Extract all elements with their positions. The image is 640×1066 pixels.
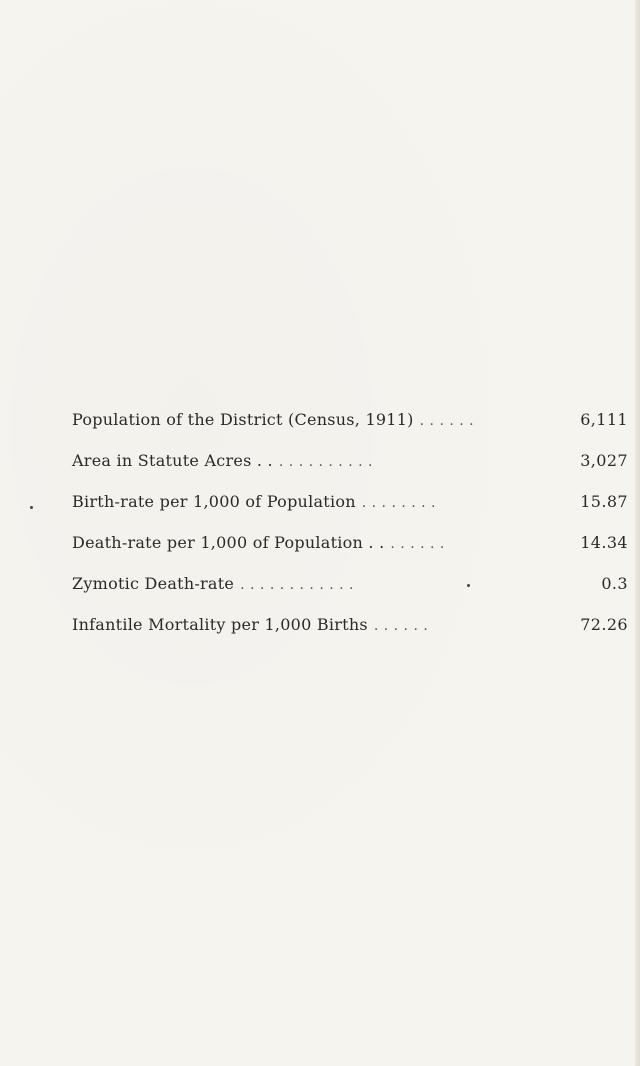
stat-value: 3,027 (580, 451, 628, 470)
stat-label: Area in Statute Acres . . (72, 451, 273, 470)
page-edge (635, 0, 640, 1066)
dot-leaders: . . . . . . . . . . (278, 454, 373, 470)
stat-value: 72.26 (580, 615, 628, 634)
stray-mark (30, 506, 33, 509)
stat-label: Infantile Mortality per 1,000 Births (72, 615, 368, 634)
dot-leaders: . . . . . . (419, 413, 475, 429)
stat-label: Zymotic Death-rate (72, 574, 235, 593)
statistics-table (72, 410, 628, 656)
dot-leaders: . . . . . . (373, 618, 429, 634)
dot-leaders: . . . . . . . . (361, 495, 437, 511)
stat-row-infantile-mortality (72, 615, 628, 656)
dot-leaders: . . . . . . (390, 536, 445, 552)
dot-leaders: . . . . . . . . . . . . (240, 577, 354, 593)
stat-row-area (72, 451, 628, 492)
stat-row-death-rate (72, 533, 628, 574)
stat-value: 14.34 (580, 533, 628, 552)
stat-value: 0.3 (601, 574, 628, 593)
stat-label: Death-rate per 1,000 of Population . . (72, 533, 385, 552)
stat-value: 6,111 (580, 410, 628, 429)
stat-row-birth-rate (72, 492, 628, 533)
stat-label: Birth-rate per 1,000 of Population (72, 492, 356, 511)
stat-label: Population of the District (Census, 1911) (72, 410, 414, 429)
stat-row-population (72, 410, 628, 451)
stat-row-zymotic-death-rate (72, 574, 628, 615)
stat-value: 15.87 (580, 492, 628, 511)
